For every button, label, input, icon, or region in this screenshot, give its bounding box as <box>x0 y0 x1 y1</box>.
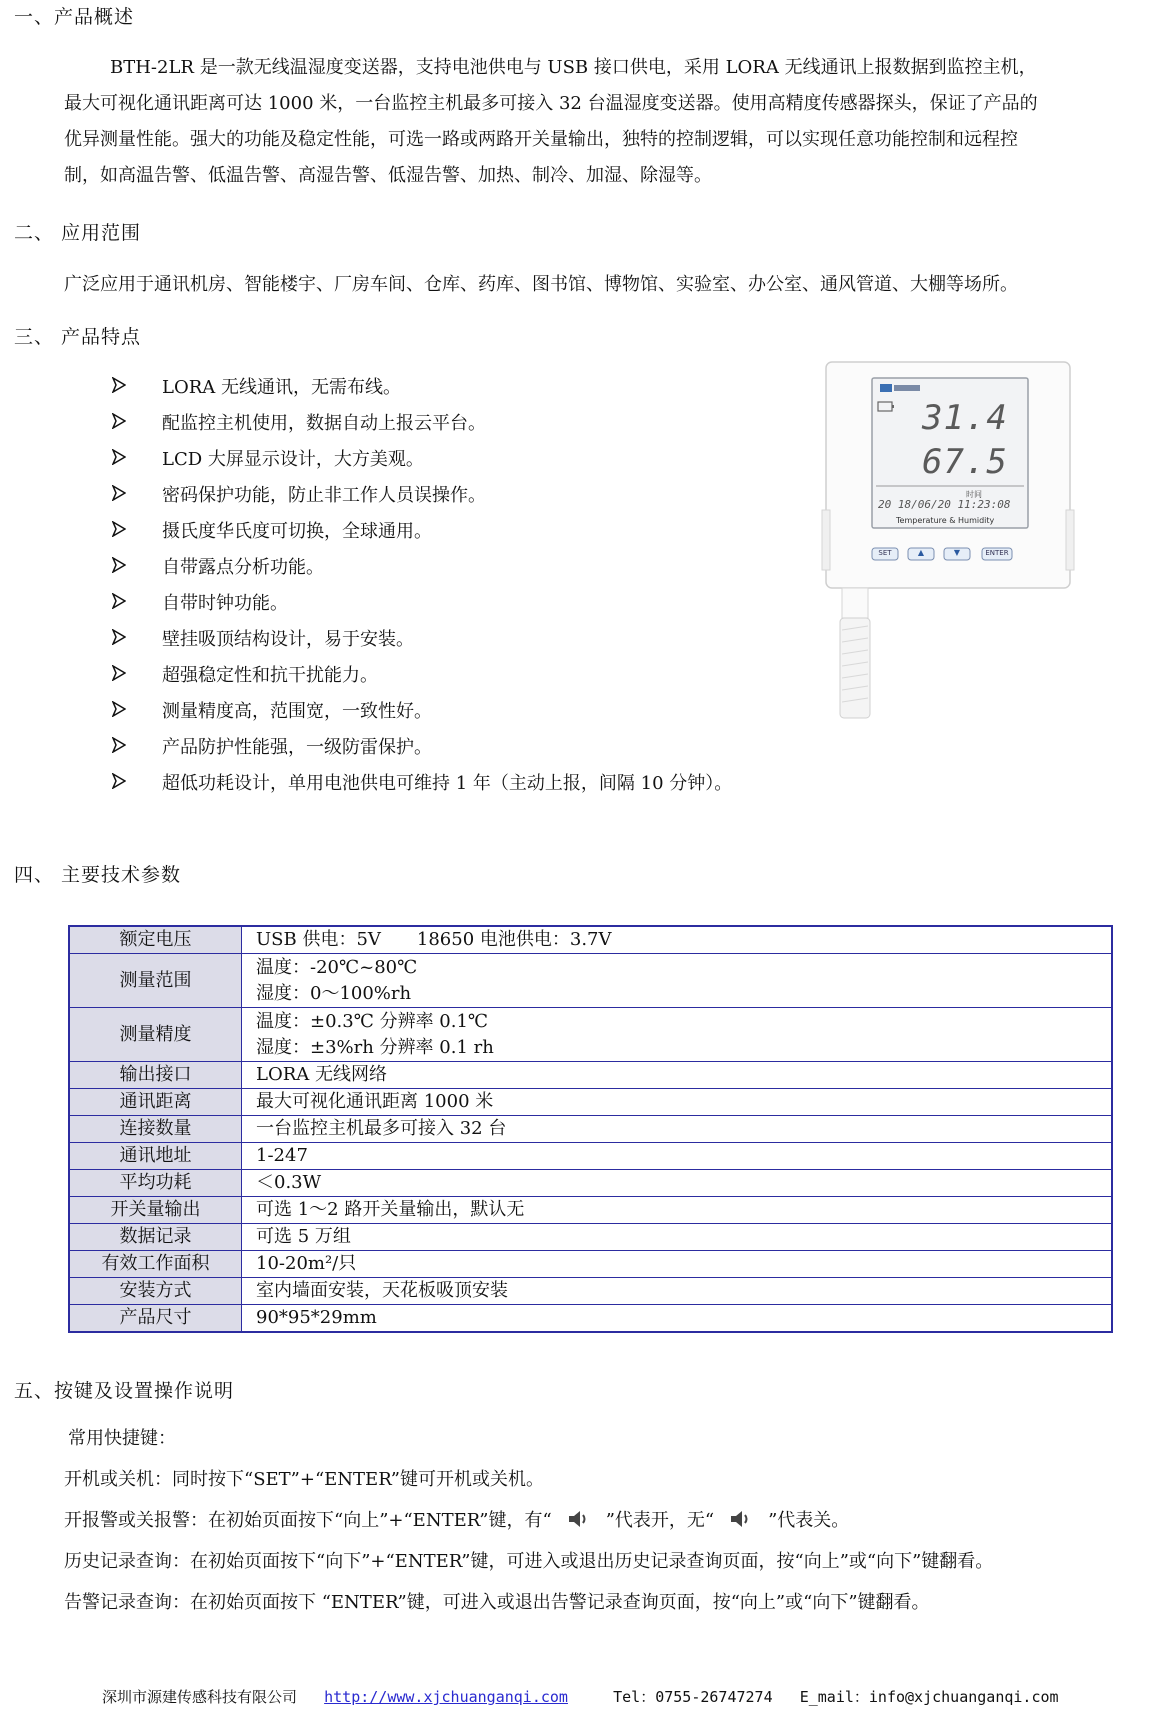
spec-value: 一台监控主机最多可接入 32 台 <box>242 1116 1113 1143</box>
warning-instruction: 告警记录查询：在初始页面按下 “ENTER”键，可进入或退出告警记录查询页面，按“向上”或“向下”键翻看。 <box>64 1592 930 1613</box>
display-temperature: 31.4 <box>922 398 1008 438</box>
spec-value: 1-247 <box>242 1143 1113 1170</box>
table-row <box>69 1116 1112 1143</box>
feature-item: 摄氏度华氏度可切换，全球通用。 <box>112 514 732 550</box>
table-row <box>69 1089 1112 1116</box>
feature-item: 超低功耗设计，单用电池供电可维持 1 年（主动上报，间隔 10 分钟）。 <box>112 766 732 802</box>
table-row <box>69 1224 1112 1251</box>
feature-item: 自带时钟功能。 <box>112 586 732 622</box>
section-2-heading: 二、 应用范围 <box>14 222 142 244</box>
speaker-on-icon <box>552 1509 606 1534</box>
spec-key: 产品尺寸 <box>69 1305 242 1333</box>
device-caption: Temperature & Humidity <box>896 516 995 525</box>
footer-tel: Tel：0755-26747274 <box>613 1688 773 1706</box>
arrow-bullet-icon <box>112 370 128 406</box>
spec-value: USB 供电：5V 18650 电池供电：3.7V <box>242 926 1113 954</box>
feature-item: 自带露点分析功能。 <box>112 550 732 586</box>
arrow-bullet-icon <box>112 658 128 694</box>
table-row <box>69 954 1112 1008</box>
spec-key: 通讯地址 <box>69 1143 242 1170</box>
speaker-off-icon <box>714 1509 768 1534</box>
feature-item: 配监控主机使用，数据自动上报云平台。 <box>112 406 732 442</box>
section-3-heading: 三、 产品特点 <box>14 326 142 348</box>
history-instruction: 历史记录查询：在初始页面按下“向下”+“ENTER”键，可进入或退出历史记录查询页面，按“向上”或“向下”键翻看。 <box>64 1551 994 1572</box>
section-5-heading: 五、按键及设置操作说明 <box>14 1380 235 1402</box>
footer <box>102 1686 1059 1707</box>
overview-line: 制，如高温告警、低温告警、高湿告警、低湿告警、加热、制冷、加湿、除湿等。 <box>64 165 712 186</box>
spec-key: 数据记录 <box>69 1224 242 1251</box>
spec-value: ＜0.3W <box>242 1170 1113 1197</box>
feature-item: 超强稳定性和抗干扰能力。 <box>112 658 732 694</box>
table-row <box>69 1278 1112 1305</box>
arrow-bullet-icon <box>112 478 128 514</box>
feature-item: 产品防护性能强，一级防雷保护。 <box>112 730 732 766</box>
spec-key: 输出接口 <box>69 1062 242 1089</box>
table-row <box>69 1143 1112 1170</box>
arrow-bullet-icon <box>112 442 128 478</box>
table-row <box>69 1062 1112 1089</box>
spec-value: 可选 5 万组 <box>242 1224 1113 1251</box>
table-row <box>69 926 1112 954</box>
spec-value: 温度：-20℃~80℃ 湿度：0～100%rh <box>242 954 1113 1008</box>
section-4-heading: 四、 主要技术参数 <box>14 864 182 886</box>
arrow-bullet-icon <box>112 694 128 730</box>
feature-item: 密码保护功能，防止非工作人员误操作。 <box>112 478 732 514</box>
table-row <box>69 1197 1112 1224</box>
spec-key: 有效工作面积 <box>69 1251 242 1278</box>
device-enter-button: ENTER <box>985 549 1009 557</box>
feature-item: 测量精度高，范围宽，一致性好。 <box>112 694 732 730</box>
spec-table <box>68 925 1113 1333</box>
application-text: 广泛应用于通讯机房、智能楼宇、厂房车间、仓库、药库、图书馆、博物馆、实验室、办公室、通风管道、大棚等场所。 <box>64 274 1018 295</box>
feature-item: LORA 无线通讯，无需布线。 <box>112 370 732 406</box>
device-up-button: ▲ <box>917 548 925 557</box>
feature-list <box>112 370 732 802</box>
spec-key: 开关量输出 <box>69 1197 242 1224</box>
spec-value: 最大可视化通讯距离 1000 米 <box>242 1089 1113 1116</box>
spec-value: LORA 无线网络 <box>242 1062 1113 1089</box>
spec-key: 测量精度 <box>69 1008 242 1062</box>
feature-item: 壁挂吸顶结构设计，易于安装。 <box>112 622 732 658</box>
table-row <box>69 1170 1112 1197</box>
spec-value: 90*95*29mm <box>242 1305 1113 1333</box>
device-illustration <box>818 360 1078 720</box>
spec-key: 测量范围 <box>69 954 242 1008</box>
spec-value: 可选 1～2 路开关量输出，默认无 <box>242 1197 1113 1224</box>
table-row <box>69 1008 1112 1062</box>
display-humidity: 67.5 <box>922 442 1008 482</box>
overview-paragraph <box>64 50 1168 194</box>
feature-item: LCD 大屏显示设计，大方美观。 <box>112 442 732 478</box>
display-datetime: 20 18/06/20 11:23:08 <box>878 498 1011 511</box>
display-time-label: 时间 <box>966 490 982 499</box>
table-row <box>69 1305 1112 1333</box>
spec-value: 室内墙面安装，天花板吸顶安装 <box>242 1278 1113 1305</box>
spec-key: 连接数量 <box>69 1116 242 1143</box>
spec-key: 通讯距离 <box>69 1089 242 1116</box>
arrow-bullet-icon <box>112 550 128 586</box>
alarm-instruction: 开报警或关报警：在初始页面按下“向上”+“ENTER”键，有“ ”代表开，无“ ”代表关。 <box>64 1506 849 1534</box>
device-down-button: ▼ <box>953 548 961 557</box>
table-row <box>69 1251 1112 1278</box>
overview-line: 最大可视化通讯距离可达 1000 米，一台监控主机最多可接入 32 台温湿度变送器。使用高精度传感器探头，保证了产品的 <box>64 93 1038 114</box>
arrow-bullet-icon <box>112 514 128 550</box>
power-instruction: 开机或关机：同时按下“SET”+“ENTER”键可开机或关机。 <box>64 1469 544 1490</box>
footer-url-link[interactable]: http://www.xjchuanganqi.com <box>324 1688 568 1706</box>
spec-key: 安装方式 <box>69 1278 242 1305</box>
arrow-bullet-icon <box>112 766 128 802</box>
overview-line: BTH-2LR 是一款无线温湿度变送器，支持电池供电与 USB 接口供电，采用 LORA 无线通讯上报数据到监控主机， <box>110 57 1037 78</box>
device-set-button: SET <box>878 549 892 557</box>
arrow-bullet-icon <box>112 622 128 658</box>
spec-value: 10-20m²/只 <box>242 1251 1113 1278</box>
arrow-bullet-icon <box>112 586 128 622</box>
footer-email: E_mail：info@xjchuanganqi.com <box>799 1688 1059 1706</box>
shortcut-subheading: 常用快捷键： <box>68 1428 176 1449</box>
footer-company: 深圳市源建传感科技有限公司 <box>102 1688 298 1706</box>
spec-key: 平均功耗 <box>69 1170 242 1197</box>
overview-line: 优异测量性能。强大的功能及稳定性能，可选一路或两路开关量输出，独特的控制逻辑，可以实现任意功能控制和远程控 <box>64 129 1018 150</box>
spec-key: 额定电压 <box>69 926 242 954</box>
section-1-heading: 一、产品概述 <box>14 6 135 28</box>
arrow-bullet-icon <box>112 730 128 766</box>
arrow-bullet-icon <box>112 406 128 442</box>
spec-value: 温度：±0.3℃ 分辨率 0.1℃ 湿度：±3%rh 分辨率 0.1 rh <box>242 1008 1113 1062</box>
